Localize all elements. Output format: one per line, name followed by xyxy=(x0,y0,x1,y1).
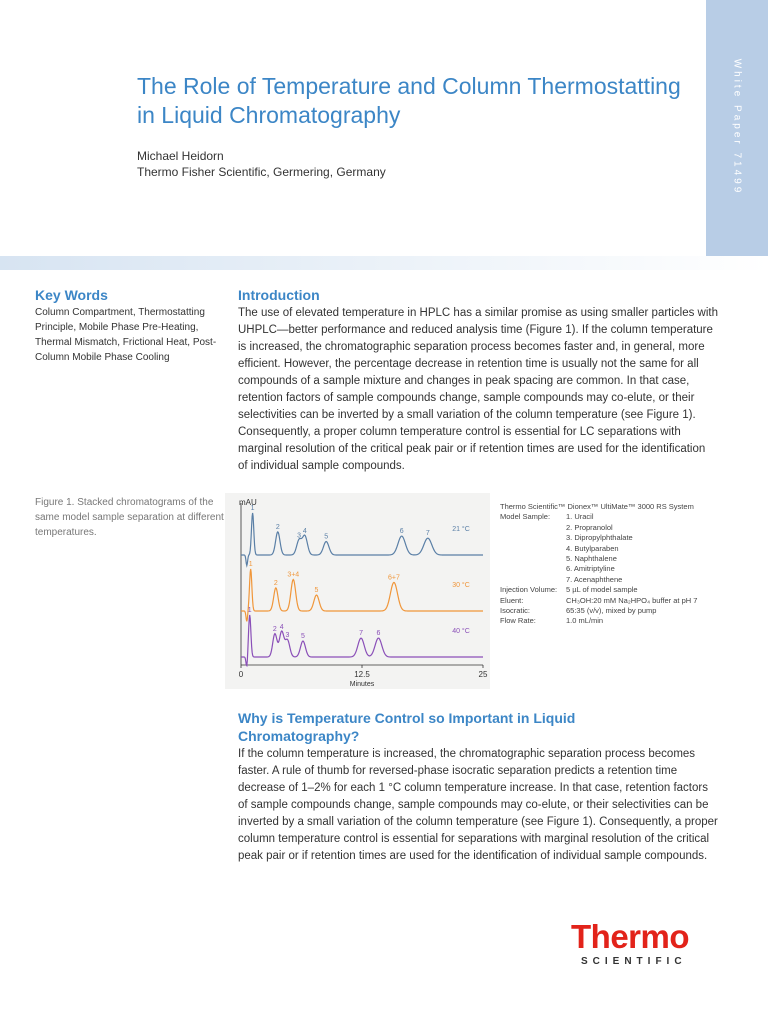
peak-label: 5 xyxy=(300,633,305,641)
legend-row xyxy=(500,596,710,606)
keywords-text: Column Compartment, Thermostatting Principle, Mobile Phase Pre-Heating, Thermal Mismatch, Frictional Heat, Post-Column Mobile Phase Cooling xyxy=(35,307,217,363)
peak-label: 7 xyxy=(425,530,430,538)
legend-label xyxy=(500,575,566,585)
chromatogram-figure xyxy=(225,493,490,689)
peak-label: 4 xyxy=(302,528,307,536)
legend-row xyxy=(500,533,710,543)
legend-label xyxy=(500,554,566,564)
legend-row xyxy=(500,544,710,554)
legend-label xyxy=(500,533,566,543)
legend-value: 1.0 mL/min xyxy=(566,616,604,626)
legend-label: Isocratic: xyxy=(500,606,531,616)
legend-row xyxy=(500,564,710,574)
legend-value: 7. Acenaphthene xyxy=(566,574,623,584)
legend-value: 1. Uracil xyxy=(566,512,594,522)
legend-value: 65:35 (v/v), mixed by pump xyxy=(566,606,657,616)
legend-label xyxy=(500,564,566,574)
logo-subtext: SCIENTIFIC xyxy=(581,956,687,967)
x-tick-label: 12.5 xyxy=(354,670,370,679)
introduction-heading: Introduction xyxy=(238,287,320,303)
legend-value: 2. Propranolol xyxy=(566,522,613,532)
series-line xyxy=(241,513,483,566)
legend-system: Thermo Scientific™ Dionex™ UltiMate™ 3000 RS System xyxy=(500,502,694,511)
introduction-body: The use of elevated temperature in HPLC has a similar promise as using smaller particles with UHPLC—better performance and reduced analysis time (Figure 1). If the column temperature is increased, the chromatographic separation process becomes faster and, in general, more efficient. However, the percentage decrease in retention time is usually not the same for all compounds of a sample mixture and changes in peak spacing are common. In that case, retention factors of sample compounds change, sample compounds may co-elute, or their selectivities can be inverted by a small variation of the column temperature (see Figure 1). Consequently, a proper column temperature control is essential for LC separations with marginal resolution of the critical peak pair or if retention times are used for the identification of individual sample compounds. xyxy=(238,307,719,472)
x-tick-label: 0 xyxy=(238,670,244,679)
legend-row xyxy=(500,523,710,533)
legend-row xyxy=(500,616,710,626)
legend-row xyxy=(500,512,710,522)
peak-label: 7 xyxy=(359,630,363,638)
chromatogram-chart xyxy=(225,493,490,689)
legend-value: CH₃OH:20 mM Na₂HPO₄ buffer at pH 7 xyxy=(566,595,698,605)
y-axis-label: mAU xyxy=(239,498,257,507)
legend-value: 5 µL of model sample xyxy=(566,585,638,595)
keywords-heading: Key Words xyxy=(35,287,108,303)
section-body: If the column temperature is increased, the chromatographic separation process becomes faster. A rule of thumb for reversed-phase isocratic separation predicts a retention time decrease of 1–2% for each 1 °C column temperature increase. In that case, retention factors of sample compounds change, sample compounds may co-elute, or their selectivities can be inverted by a small variation of the column temperature (see Figure 1). Consequently, a proper column temperature control is essential for separations with marginal resolution of the critical peak pair or if retention times are used for the identification of individual sample compounds. xyxy=(238,748,718,862)
series-line xyxy=(241,569,483,621)
figure-caption: Figure 1. Stacked chromatograms of the same model sample separation at different temperatures. xyxy=(35,497,224,538)
legend-label xyxy=(500,544,566,554)
peak-label: 5 xyxy=(314,587,319,595)
legend-row xyxy=(500,575,710,585)
peak-label: 3 xyxy=(297,532,302,540)
series-line xyxy=(241,615,483,666)
author-name: Michael Heidorn xyxy=(137,149,224,163)
legend-value: 3. Dipropylphthalate xyxy=(566,533,633,543)
legend-value: 4. Butylparaben xyxy=(566,543,619,553)
peak-label: 1 xyxy=(247,607,252,614)
page-title: The Role of Temperature and Column Thermostatting in Liquid Chromatography xyxy=(137,73,681,128)
x-tick-label: 25 xyxy=(478,670,488,679)
legend-label: Eluent: xyxy=(500,595,524,605)
legend-value: 6. Amitriptyline xyxy=(566,564,615,574)
peak-label: 6+7 xyxy=(388,574,400,582)
legend-label: Injection Volume: xyxy=(500,585,558,595)
peak-label: 3+4 xyxy=(287,571,300,579)
peak-label: 1 xyxy=(250,505,255,512)
legend-label xyxy=(500,523,566,533)
legend-value: 5. Naphthalene xyxy=(566,554,617,564)
peak-label: 1 xyxy=(248,561,253,568)
peak-label: 6 xyxy=(399,528,404,536)
legend-row xyxy=(500,585,710,595)
peak-label: 2 xyxy=(273,579,278,587)
peak-label: 2 xyxy=(272,625,277,633)
peak-label: 3 xyxy=(285,632,290,640)
divider-band xyxy=(0,256,768,270)
series-temperature-label: 30 °C xyxy=(452,582,470,589)
peak-label: 6 xyxy=(376,630,381,638)
legend-rows xyxy=(500,512,710,626)
peak-label: 5 xyxy=(324,533,329,541)
legend-row xyxy=(500,606,710,616)
series-temperature-label: 21 °C xyxy=(452,526,470,533)
white-paper-number: White Paper 71499 xyxy=(731,58,743,196)
series-temperature-label: 40 °C xyxy=(452,628,470,635)
legend-label: Flow Rate: xyxy=(500,616,536,626)
figure-legend xyxy=(500,502,710,627)
section-heading: Why is Temperature Control so Important in Liquid Chromatography? xyxy=(238,710,576,744)
logo-wordmark: Thermo xyxy=(571,918,690,955)
legend-row xyxy=(500,554,710,564)
peak-label: 4 xyxy=(279,623,284,631)
peak-label: 2 xyxy=(275,523,280,531)
author-affiliation: Thermo Fisher Scientific, Germering, Germany xyxy=(137,165,386,179)
x-axis-label: Minutes xyxy=(349,681,375,688)
thermo-scientific-logo xyxy=(571,918,716,967)
legend-label: Model Sample: xyxy=(500,512,551,522)
